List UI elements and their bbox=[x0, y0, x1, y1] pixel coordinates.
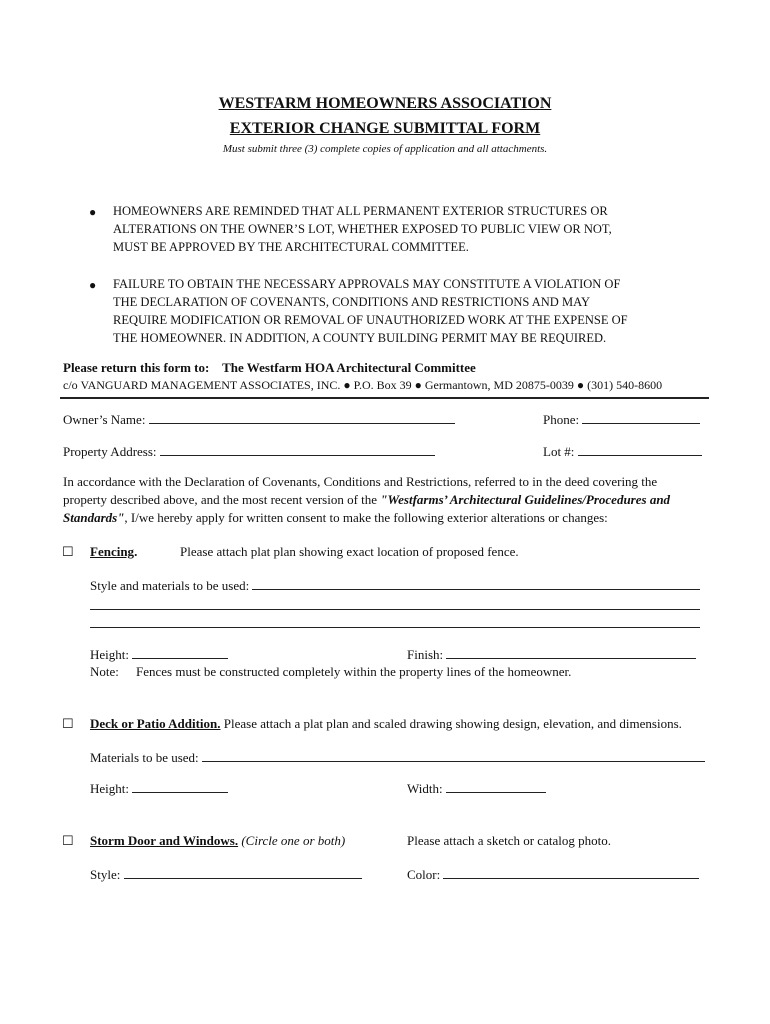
form-subtitle: Must submit three (3) complete copies of application and all attachments. bbox=[222, 143, 548, 155]
phone-field[interactable] bbox=[582, 411, 700, 424]
form-title-line1: WESTFARM HOMEOWNERS ASSOCIATION bbox=[218, 95, 552, 112]
fencing-note-label: Note: bbox=[90, 664, 119, 679]
bullet-icon: ● bbox=[89, 205, 97, 219]
fencing-finish-row bbox=[407, 646, 696, 663]
fencing-style-line-3[interactable] bbox=[90, 627, 700, 628]
deck-height-label: Height: bbox=[90, 781, 129, 796]
fencing-height-row bbox=[90, 646, 228, 663]
fencing-style-row bbox=[90, 577, 700, 594]
deck-instruction: Please attach a plat plan and scaled drawing showing design, elevation, and dimensions. bbox=[220, 716, 682, 731]
fencing-finish-label: Finish: bbox=[407, 647, 444, 662]
bullet-icon: ● bbox=[89, 278, 97, 292]
fencing-title: Fencing. bbox=[90, 544, 138, 559]
deck-checkbox[interactable]: ☐ bbox=[62, 716, 74, 731]
deck-materials-row bbox=[90, 749, 705, 766]
fencing-note-text: Fences must be constructed completely within the property lines of the homeowner. bbox=[136, 664, 572, 679]
property-address-label: Property Address: bbox=[63, 444, 157, 459]
return-to-address: c/o VANGUARD MANAGEMENT ASSOCIATES, INC. ● P.O. Box 39 ● Germantown, MD 20875-0039 ● (301) 540-8600 bbox=[63, 378, 663, 392]
owner-name-field[interactable] bbox=[149, 411, 455, 424]
lot-row bbox=[543, 443, 702, 460]
storm-heading bbox=[90, 833, 345, 849]
fencing-checkbox[interactable]: ☐ bbox=[62, 544, 74, 559]
intro-line: Standards", I/we hereby apply for written consent to make the following exterior alterations or changes: bbox=[63, 510, 608, 525]
fencing-style-label: Style and materials to be used: bbox=[90, 578, 250, 593]
fencing-instruction: Please attach plat plan showing exact location of proposed fence. bbox=[180, 544, 519, 559]
storm-color-label: Color: bbox=[407, 867, 441, 882]
fencing-height-field[interactable] bbox=[132, 646, 228, 659]
fencing-height-label: Height: bbox=[90, 647, 129, 662]
guidelines-title-end: Standards" bbox=[63, 510, 125, 525]
storm-style-label: Style: bbox=[90, 867, 121, 882]
fencing-finish-field[interactable] bbox=[446, 646, 696, 659]
storm-title: Storm Door and Windows. bbox=[90, 833, 239, 848]
deck-height-field[interactable] bbox=[132, 780, 228, 793]
storm-style-row bbox=[90, 866, 362, 883]
notice-line: THE HOMEOWNER. IN ADDITION, A COUNTY BUILDING PERMIT MAY BE REQUIRED. bbox=[113, 331, 607, 345]
phone-row bbox=[543, 411, 700, 428]
phone-label: Phone: bbox=[543, 412, 580, 427]
guidelines-title: "Westfarms’ Architectural Guidelines/Procedures and bbox=[380, 492, 671, 507]
notice-line: REQUIRE MODIFICATION OR REMOVAL OF UNAUTHORIZED WORK AT THE EXPENSE OF bbox=[113, 313, 628, 327]
deck-materials-label: Materials to be used: bbox=[90, 750, 199, 765]
notice-approval bbox=[113, 202, 612, 256]
storm-circle-note: (Circle one or both) bbox=[241, 833, 346, 848]
storm-color-row bbox=[407, 866, 699, 883]
storm-style-field[interactable] bbox=[124, 866, 362, 879]
notice-violation bbox=[113, 275, 628, 347]
deck-materials-field[interactable] bbox=[202, 749, 705, 762]
deck-height-row bbox=[90, 780, 228, 797]
intro-paragraph bbox=[63, 473, 713, 527]
return-to-label: Please return this form to: bbox=[63, 360, 210, 375]
property-address-row bbox=[63, 443, 435, 460]
intro-line: In accordance with the Declaration of Covenants, Conditions and Restrictions, referred to in the deed covering the bbox=[63, 474, 658, 489]
fencing-style-line-2[interactable] bbox=[90, 609, 700, 610]
deck-heading bbox=[90, 716, 682, 732]
notice-line: FAILURE TO OBTAIN THE NECESSARY APPROVALS MAY CONSTITUTE A VIOLATION OF bbox=[113, 277, 621, 291]
lot-field[interactable] bbox=[578, 443, 702, 456]
deck-width-row bbox=[407, 780, 546, 797]
notice-line: ALTERATIONS ON THE OWNER’S LOT, WHETHER EXPOSED TO PUBLIC VIEW OR NOT, bbox=[113, 222, 612, 236]
section-divider bbox=[60, 397, 709, 399]
deck-title: Deck or Patio Addition. bbox=[90, 716, 221, 731]
storm-checkbox[interactable]: ☐ bbox=[62, 833, 74, 848]
owner-name-row bbox=[63, 411, 455, 428]
form-title-line2: EXTERIOR CHANGE SUBMITTAL FORM bbox=[229, 120, 541, 137]
deck-width-label: Width: bbox=[407, 781, 443, 796]
deck-width-field[interactable] bbox=[446, 780, 546, 793]
storm-instruction: Please attach a sketch or catalog photo. bbox=[407, 833, 611, 848]
owner-name-label: Owner’s Name: bbox=[63, 412, 146, 427]
notice-line: MUST BE APPROVED BY THE ARCHITECTURAL COMMITTEE. bbox=[113, 240, 469, 254]
fencing-style-field[interactable] bbox=[252, 577, 700, 590]
lot-label: Lot #: bbox=[543, 444, 575, 459]
storm-color-field[interactable] bbox=[443, 866, 699, 879]
intro-line: property described above, and the most recent version of the "Westfarms’ Architectural Guidelines/Procedures and bbox=[63, 492, 671, 507]
notice-line: THE DECLARATION OF COVENANTS, CONDITIONS AND RESTRICTIONS AND MAY bbox=[113, 295, 590, 309]
property-address-field[interactable] bbox=[160, 443, 435, 456]
notice-line: HOMEOWNERS ARE REMINDED THAT ALL PERMANENT EXTERIOR STRUCTURES OR bbox=[113, 204, 608, 218]
return-to-committee: The Westfarm HOA Architectural Committee bbox=[222, 360, 476, 375]
return-to-line bbox=[63, 360, 476, 376]
